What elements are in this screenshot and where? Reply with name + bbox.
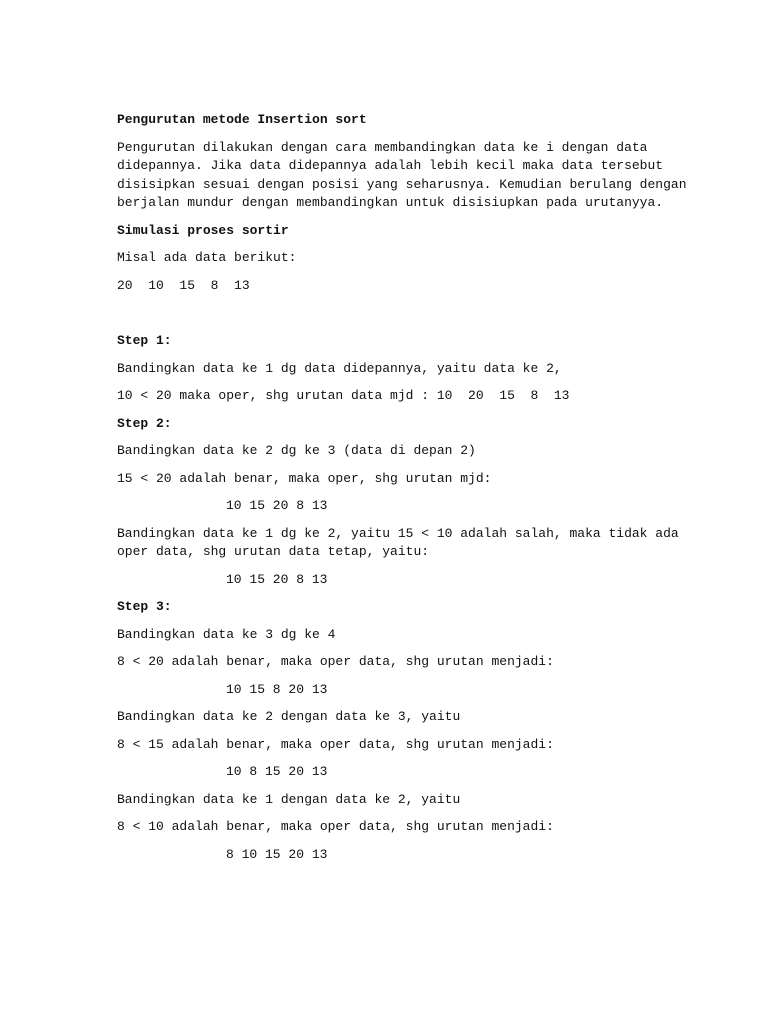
step1-line1: Bandingkan data ke 1 dg data didepannya, yaitu data ke 2, — [117, 360, 562, 376]
initial-data: 20 10 15 8 13 — [117, 277, 250, 293]
step3-line1: Bandingkan data ke 3 dg ke 4 — [117, 626, 336, 642]
step3-line4: 8 < 15 adalah benar, maka oper data, shg urutan menjadi: — [117, 736, 554, 752]
step3-heading: Step 3: — [117, 599, 172, 614]
document-page — [117, 111, 695, 864]
step2-line2: 15 < 20 adalah benar, maka oper, shg urutan mjd: — [117, 470, 492, 486]
step2-result2: 10 15 20 8 13 — [226, 571, 328, 587]
step1-line2: 10 < 20 maka oper, shg urutan data mjd : 10 20 15 8 13 — [117, 388, 570, 403]
step3-line6: 8 < 10 adalah benar, maka oper data, shg urutan menjadi: — [117, 819, 554, 834]
step3-line5: Bandingkan data ke 1 dengan data ke 2, yaitu — [117, 791, 461, 807]
example-intro: Misal ada data berikut: — [117, 250, 297, 265]
step2-line3: Bandingkan data ke 1 dg ke 2, yaitu 15 < 10 adalah salah, maka tidak ada oper data, shg urutan data tetap, yaitu: — [117, 525, 687, 559]
step1-heading: Step 1: — [117, 333, 172, 348]
step3-line3: Bandingkan data ke 2 dengan data ke 3, yaitu — [117, 709, 461, 724]
step3-result1: 10 15 8 20 13 — [226, 681, 328, 697]
document-title: Pengurutan metode Insertion sort — [117, 112, 367, 127]
step2-heading: Step 2: — [117, 415, 172, 431]
step3-result2: 10 8 15 20 13 — [226, 764, 328, 779]
step2-line1: Bandingkan data ke 2 dg ke 3 (data di depan 2) — [117, 443, 476, 458]
step3-result3: 8 10 15 20 13 — [226, 846, 328, 862]
intro-paragraph: Pengurutan dilakukan dengan cara membandingkan data ke i dengan data didepannya. Jika data didepannya adalah lebih kecil maka data tersebut disisipkan sesuai dengan posisi yang seharusnya. Kemudian berulang dengan berjalan mundur dengan membandingkan untuk disisiupkan pada urutanyya. — [117, 139, 695, 210]
step2-result1: 10 15 20 8 13 — [226, 498, 328, 513]
simulation-heading: Simulasi proses sortir — [117, 222, 289, 238]
step3-line2: 8 < 20 adalah benar, maka oper data, shg urutan menjadi: — [117, 654, 554, 669]
